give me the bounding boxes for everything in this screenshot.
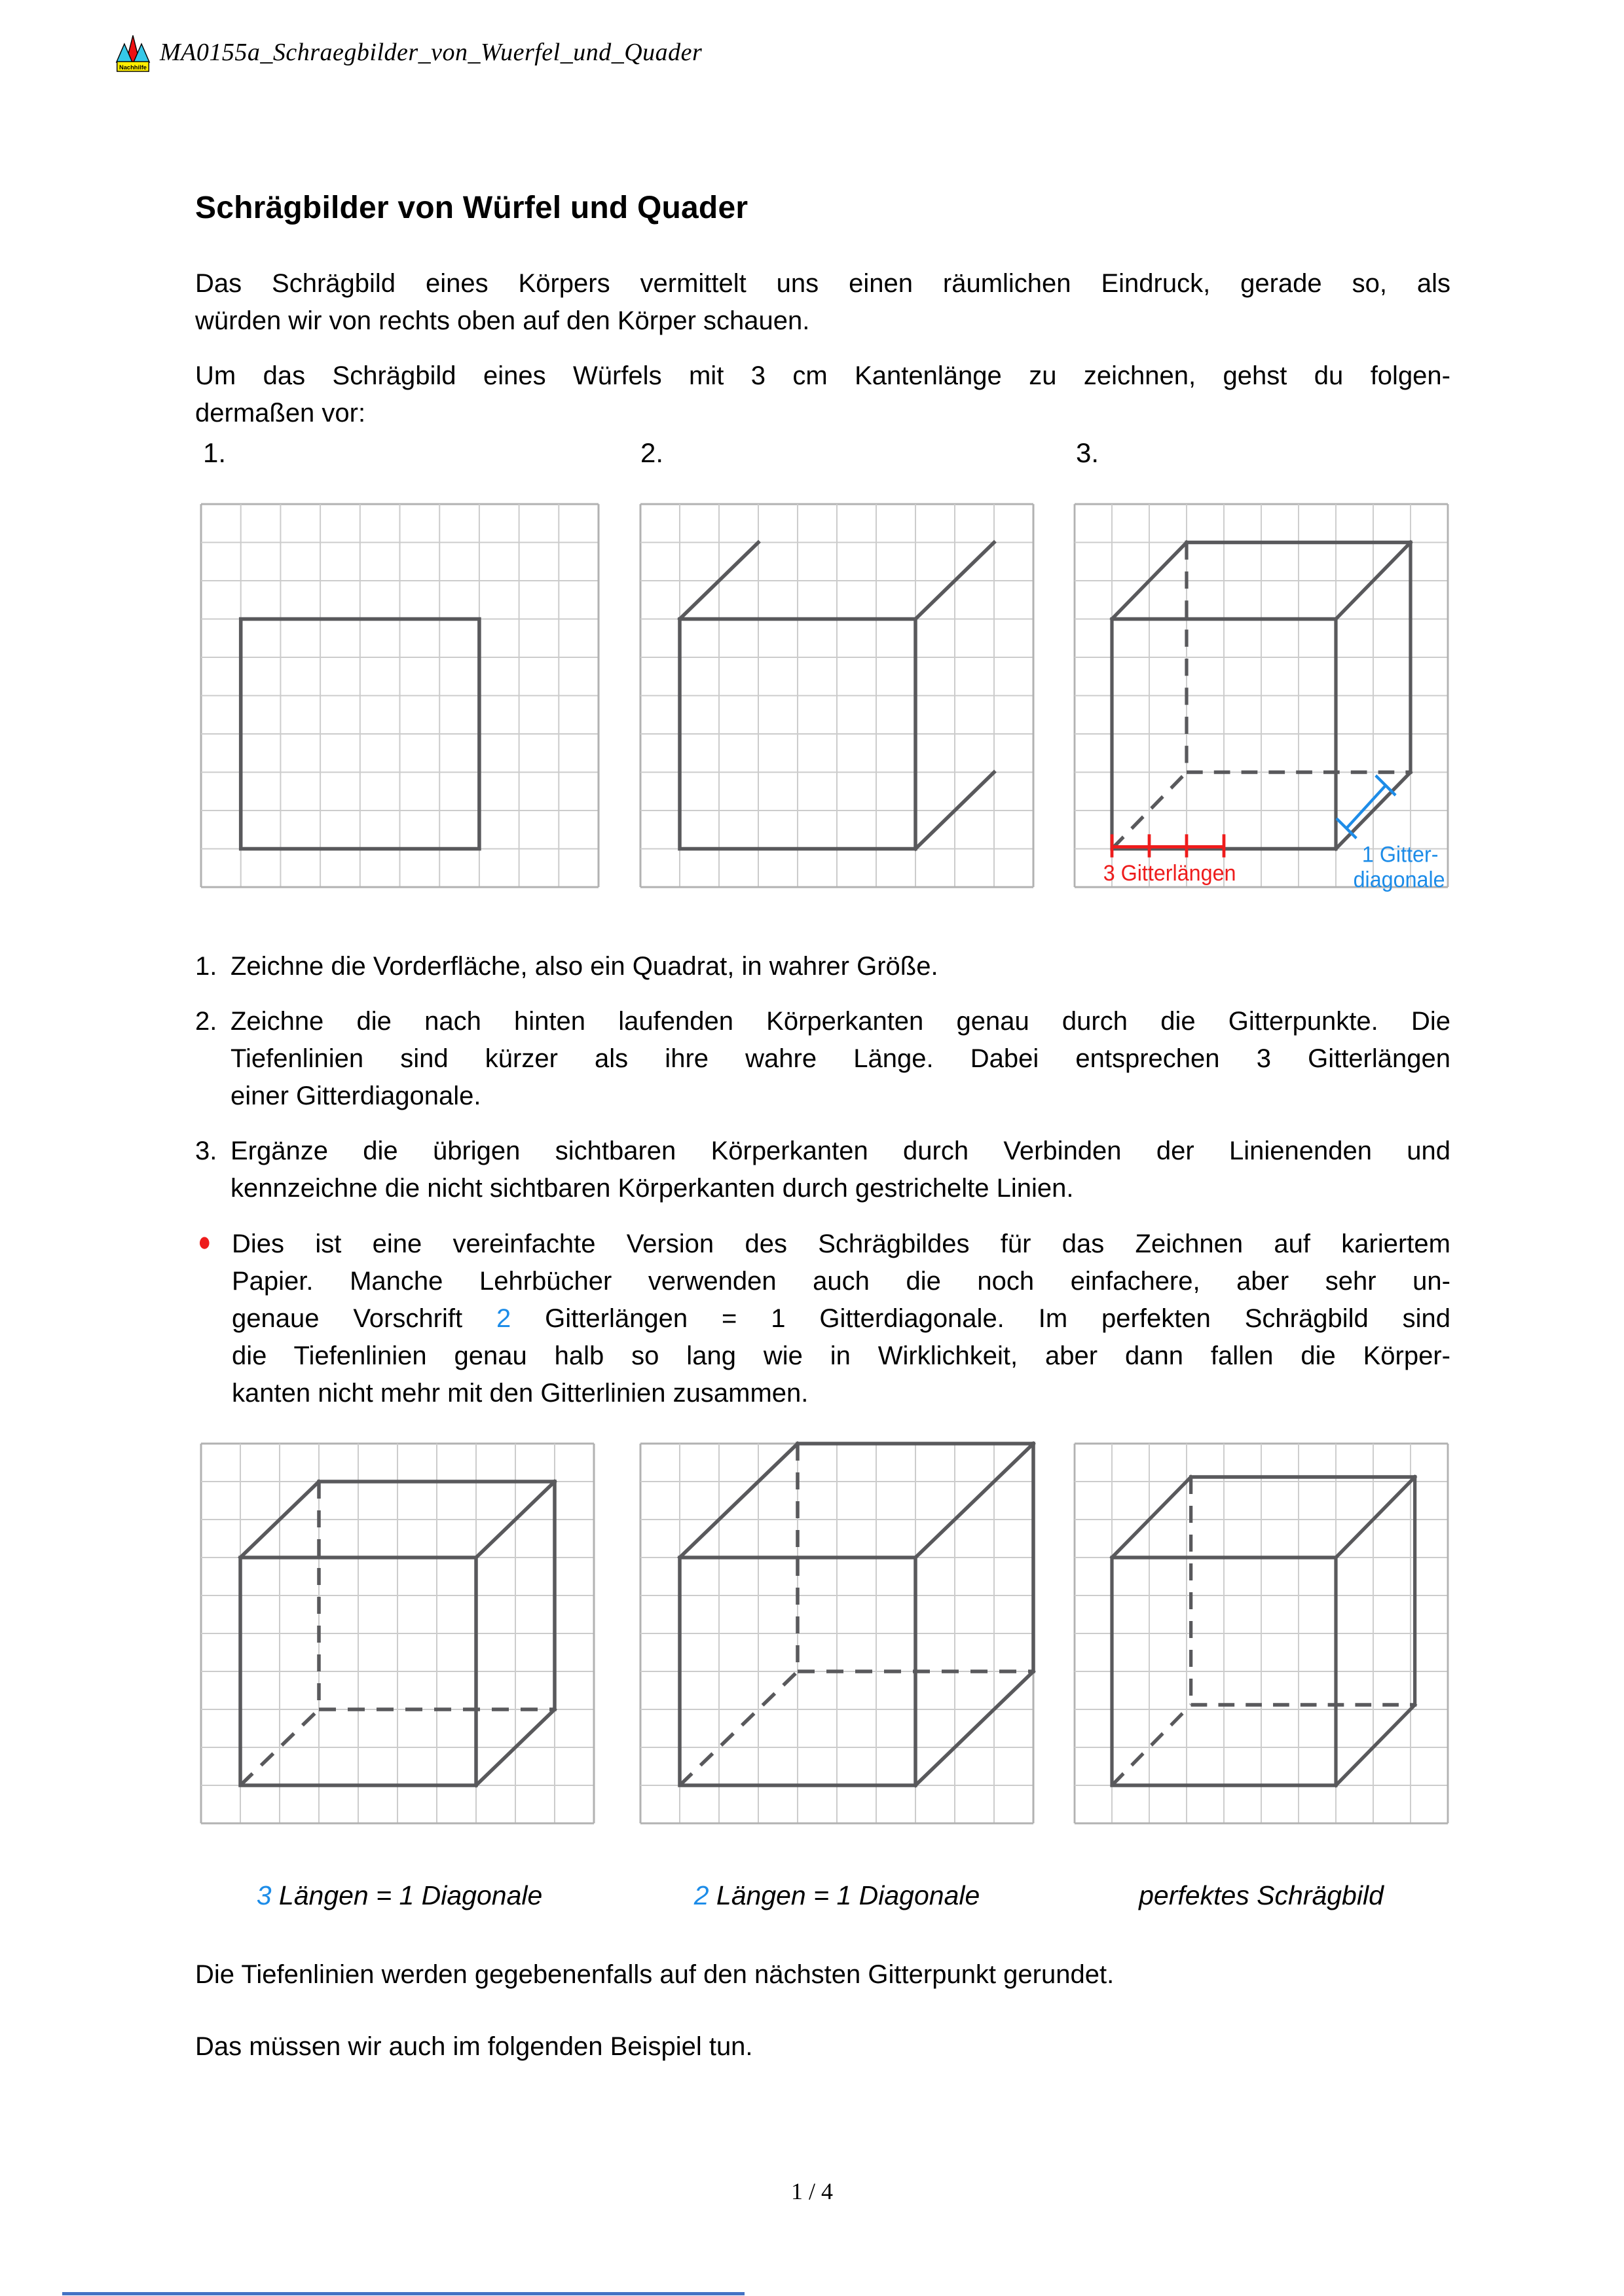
step-number: 2. <box>195 1007 217 1036</box>
bottom-divider <box>62 2292 745 2295</box>
red-measure-label: 3 Gitterlängen <box>1103 861 1236 886</box>
intro-paragraph-1 <box>195 265 1450 340</box>
text-line: Dies ist eine vereinfachte Version des Schrägbildes für das Zeichnen auf kariertem <box>232 1230 1450 1258</box>
note-paragraph <box>232 1226 1450 1412</box>
text-line: einer Gitterdiagonale. <box>231 1082 481 1110</box>
text-line: Das Schrägbild eines Körpers vermittelt uns einen räumlichen Eindruck, gerade so, als <box>195 269 1450 298</box>
document-code: MA0155a_Schraegbilder_von_Wuerfel_und_Quader <box>160 39 703 66</box>
figure-cube-perfect <box>1075 1444 1448 1823</box>
page-indicator: 1 / 4 <box>790 2178 833 2204</box>
caption-number: 3 <box>256 1880 272 1910</box>
text-line: die Tiefenlinien genau halb so lang wie in Wirklichkeit, aber dann fallen die Körper- <box>232 1341 1450 1370</box>
tail-paragraph-1: Die Tiefenlinien werden gegebenenfalls auf den nächsten Gitterpunkt gerundet. <box>195 1960 1115 1989</box>
blue-measure-label-line1: 1 Gitter- <box>1361 842 1439 867</box>
caption-cube-2to1 <box>694 1880 980 1911</box>
text-line <box>232 1300 1450 1338</box>
text-line: Tiefenlinien sind kürzer als ihre wahre Länge. Dabei entsprechen 3 Gitterlängen <box>231 1044 1450 1073</box>
nachhilfe-logo <box>115 34 151 73</box>
caption-cube-perfect <box>1139 1880 1384 1911</box>
text-line: Zeichne die Vorderfläche, also ein Quadrat, in wahrer Größe. <box>231 952 938 981</box>
figure-cube-3to1 <box>201 1444 594 1823</box>
logo-text: Nachhilfe <box>119 64 147 71</box>
text-line: Papier. Manche Lehrbücher verwenden auch die noch einfachere, aber sehr un- <box>232 1267 1450 1296</box>
intro-paragraph-2 <box>195 357 1450 432</box>
caption-cube-3to1 <box>257 1880 543 1911</box>
tail-paragraph-2: Das müssen wir auch im folgenden Beispiel tun. <box>195 2032 753 2061</box>
step-item-3 <box>195 1133 1450 1207</box>
caption-number: 2 <box>693 1880 709 1910</box>
text-line: kanten nicht mehr mit den Gitterlinien zusammen. <box>232 1379 809 1408</box>
step-item-1 <box>195 948 1450 985</box>
blue-measure-label-line2: diagonale <box>1353 867 1445 893</box>
step-number: 1. <box>195 952 217 981</box>
text-segment: genaue Vorschrift <box>232 1304 497 1333</box>
caption-text: Längen = 1 Diagonale <box>709 1880 980 1910</box>
figure-step3-complete-cube <box>1075 504 1448 893</box>
grid <box>201 504 599 887</box>
text-line: Um das Schrägbild eines Würfels mit 3 cm Kantenlänge zu zeichnen, gehst du folgen- <box>195 361 1450 390</box>
text-line: dermaßen vor: <box>195 399 366 428</box>
text-line: kennzeichne die nicht sichtbaren Körperkanten durch gestrichelte Linien. <box>231 1174 1074 1203</box>
highlighted-number: 2 <box>496 1304 511 1333</box>
figure-cube-2to1 <box>640 1444 1033 1823</box>
caption-text: perfektes Schrägbild <box>1139 1880 1384 1910</box>
caption-text: Längen = 1 Diagonale <box>271 1880 543 1910</box>
figure-label-3: 3. <box>1076 437 1099 468</box>
bullet-icon: ● <box>198 1226 212 1258</box>
figure-label-1: 1. <box>203 437 227 468</box>
text-line: Zeichne die nach hinten laufenden Körperkanten genau durch die Gitterpunkte. Die <box>231 1007 1450 1036</box>
figure-label-2: 2. <box>640 437 664 468</box>
red-measure-3-gridlengths <box>1103 834 1236 886</box>
text-line: würden wir von rechts oben auf den Körper schauen. <box>195 306 810 335</box>
figure-step2-depth-lines <box>640 504 1033 887</box>
page-title: Schrägbilder von Würfel und Quader <box>195 191 748 225</box>
text-segment: Gitterlängen = 1 Gitterdiagonale. Im perfekten Schrägbild sind <box>511 1304 1451 1333</box>
figure-step1-square <box>201 504 599 887</box>
step-item-2 <box>195 1003 1450 1115</box>
text-line: Ergänze die übrigen sichtbaren Körperkanten durch Verbinden der Linienenden und <box>231 1137 1450 1165</box>
step-number: 3. <box>195 1137 217 1165</box>
